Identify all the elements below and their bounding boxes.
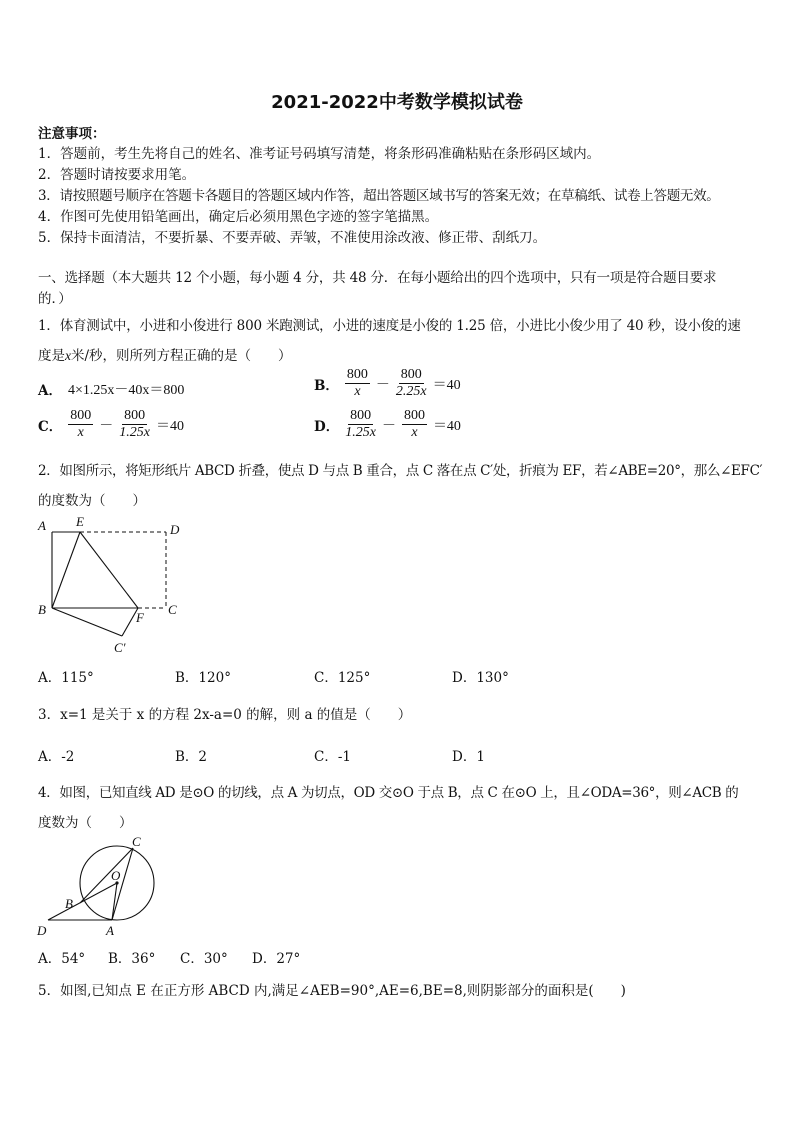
q2-option-d[interactable]: D．130° <box>452 670 509 686</box>
q1-b-rhs: ＝40 <box>432 377 461 393</box>
q2-fold-ef <box>80 532 138 608</box>
q4-option-a[interactable]: A．54° <box>38 951 86 967</box>
q1-c-frac1-den: x <box>77 425 84 440</box>
q1-d-frac2-den: x <box>411 425 418 440</box>
q1-option-b[interactable] <box>314 367 461 400</box>
q1-stem-line1: 1．体育测试中，小进和小俊进行 800 米跑测试，小进的速度是小俊的 1.25 倍，小进比小俊少用了 40 秒，设小俊的速 <box>38 318 741 334</box>
q1-option-b-label: B． <box>314 377 339 394</box>
q4-stem-line1: 4．如图，已知直线 AD 是⊙O 的切线，点 A 为切点，OD 交⊙O 于点 B，点 C 在⊙O 上，且∠ODA=36°，则∠ACB 的 <box>38 785 739 801</box>
q1-option-a-label: A． <box>38 383 62 399</box>
q4-label-c: C <box>132 834 141 849</box>
q4-option-d[interactable]: D．27° <box>252 951 301 967</box>
q1-option-c-frac2 <box>119 408 150 441</box>
q1-option-c-label: C． <box>38 418 63 435</box>
q1-option-d-label: D． <box>314 418 340 435</box>
notice-item-4: 4．作图可先使用铅笔画出，确定后必须用黑色字迹的签字笔描黑。 <box>38 209 439 225</box>
q2-option-c[interactable]: C．125° <box>314 670 371 686</box>
q1-option-d-frac2 <box>402 408 427 441</box>
q2-figure <box>34 512 194 657</box>
q5-stem: 5．如图,已知点 E 在正方形 ABCD 内,满足∠AEB=90°,AE=6,BE=8,则阴影部分的面积是( ) <box>38 983 626 999</box>
notice-item-1: 1．答题前，考生先将自己的姓名、准考证号码填写清楚，将条形码准确粘贴在条形码区域内。 <box>38 146 601 162</box>
q4-label-o: O <box>111 868 121 883</box>
q4-option-b[interactable]: B．36° <box>108 951 156 967</box>
q1-c-frac2-num: 800 <box>124 408 146 423</box>
q1-b-frac1-den: x <box>354 384 361 399</box>
q3-stem: 3．x=1 是关于 x 的方程 2x-a=0 的解，则 a 的值是（ ） <box>38 707 412 723</box>
q1-b-minus: － <box>375 377 390 393</box>
q1-option-a[interactable] <box>38 379 184 399</box>
q1-option-c-frac1 <box>68 408 93 441</box>
q1-c-frac2-den: 1.25x <box>119 425 150 440</box>
q4-label-b: B <box>65 896 73 911</box>
notice-item-2: 2．答题时请按要求用笔。 <box>38 167 196 183</box>
q2-label-cprime: C′ <box>114 640 126 655</box>
q1-d-minus: － <box>381 418 396 434</box>
q1-stem-line2-post: 米/秒，则所列方程正确的是（ ） <box>71 348 292 364</box>
q2-label-c: C <box>168 602 177 617</box>
q1-c-rhs: ＝40 <box>155 418 184 434</box>
q2-stem-line1: 2．如图所示，将矩形纸片 ABCD 折叠，使点 D 与点 B 重合，点 C 落在点 C′处，折痕为 EF，若∠ABE=20°，那么∠EFC′ <box>38 463 763 479</box>
q1-variable: x <box>65 348 71 363</box>
q1-option-a-expr: 4×1.25x－40x＝800 <box>67 383 185 398</box>
page-title: 2021-2022中考数学模拟试卷 <box>271 92 523 113</box>
q1-stem-line2 <box>38 344 292 364</box>
q2-label-a: A <box>38 518 46 533</box>
q2-edge-bcp <box>52 608 122 636</box>
q2-label-b: B <box>38 602 46 617</box>
q2-label-e: E <box>76 514 84 529</box>
q1-d-rhs: ＝40 <box>432 418 461 434</box>
q2-stem-line2: 的度数为（ ） <box>38 493 146 509</box>
q4-option-c[interactable]: C．30° <box>180 951 228 967</box>
q2-option-a[interactable]: A．115° <box>38 670 94 686</box>
q2-label-f: F <box>136 610 144 625</box>
q3-option-a[interactable]: A．-2 <box>38 749 75 765</box>
notice-heading: 注意事项： <box>38 126 106 142</box>
section-heading-line2: 的．） <box>38 291 72 307</box>
q1-option-d[interactable] <box>314 408 461 441</box>
q2-edge-be <box>52 532 80 608</box>
q3-option-d[interactable]: D．1 <box>452 749 485 765</box>
q1-c-minus: － <box>99 418 114 434</box>
q4-label-a: A <box>106 923 114 938</box>
q1-b-frac1-num: 800 <box>346 367 368 382</box>
q1-b-frac2-den: 2.25x <box>395 384 427 399</box>
q4-stem-line2: 度数为（ ） <box>38 815 133 831</box>
q4-label-d: D <box>37 923 47 938</box>
notice-item-3: 3．请按照题号顺序在答题卡各题目的答题区域内作答，超出答题区域书写的答案无效；在草稿纸、试卷上答题无效。 <box>38 188 720 204</box>
q1-stem-line2-pre: 度是 <box>38 348 65 364</box>
q1-option-b-frac1 <box>345 367 370 400</box>
q1-d-frac2-num: 800 <box>403 408 425 423</box>
q1-option-b-frac2 <box>396 367 427 400</box>
section-heading-line1: 一、选择题（本大题共 12 个小题，每小题 4 分，共 48 分．在每小题给出的四个选项中，只有一项是符合题目要求 <box>38 270 717 286</box>
q1-b-frac2-num: 800 <box>400 367 422 382</box>
q2-option-b[interactable]: B．120° <box>175 670 231 686</box>
notice-item-5: 5．保持卡面清洁，不要折暴、不要弄破、弄皱，不准使用涂改液、修正带、刮纸刀。 <box>38 230 547 246</box>
q1-d-frac1-den: 1.25x <box>345 425 376 440</box>
q2-label-d: D <box>170 522 180 537</box>
q3-option-c[interactable]: C．-1 <box>314 749 351 765</box>
q3-option-b[interactable]: B．2 <box>175 749 208 765</box>
q1-d-frac1-num: 800 <box>350 408 372 423</box>
q4-figure <box>34 832 174 942</box>
q1-option-c[interactable] <box>38 408 184 441</box>
q1-c-frac1-num: 800 <box>70 408 92 423</box>
q4-line-od <box>48 883 117 920</box>
q4-radius-oa <box>112 883 117 920</box>
q1-option-d-frac1 <box>345 408 376 441</box>
